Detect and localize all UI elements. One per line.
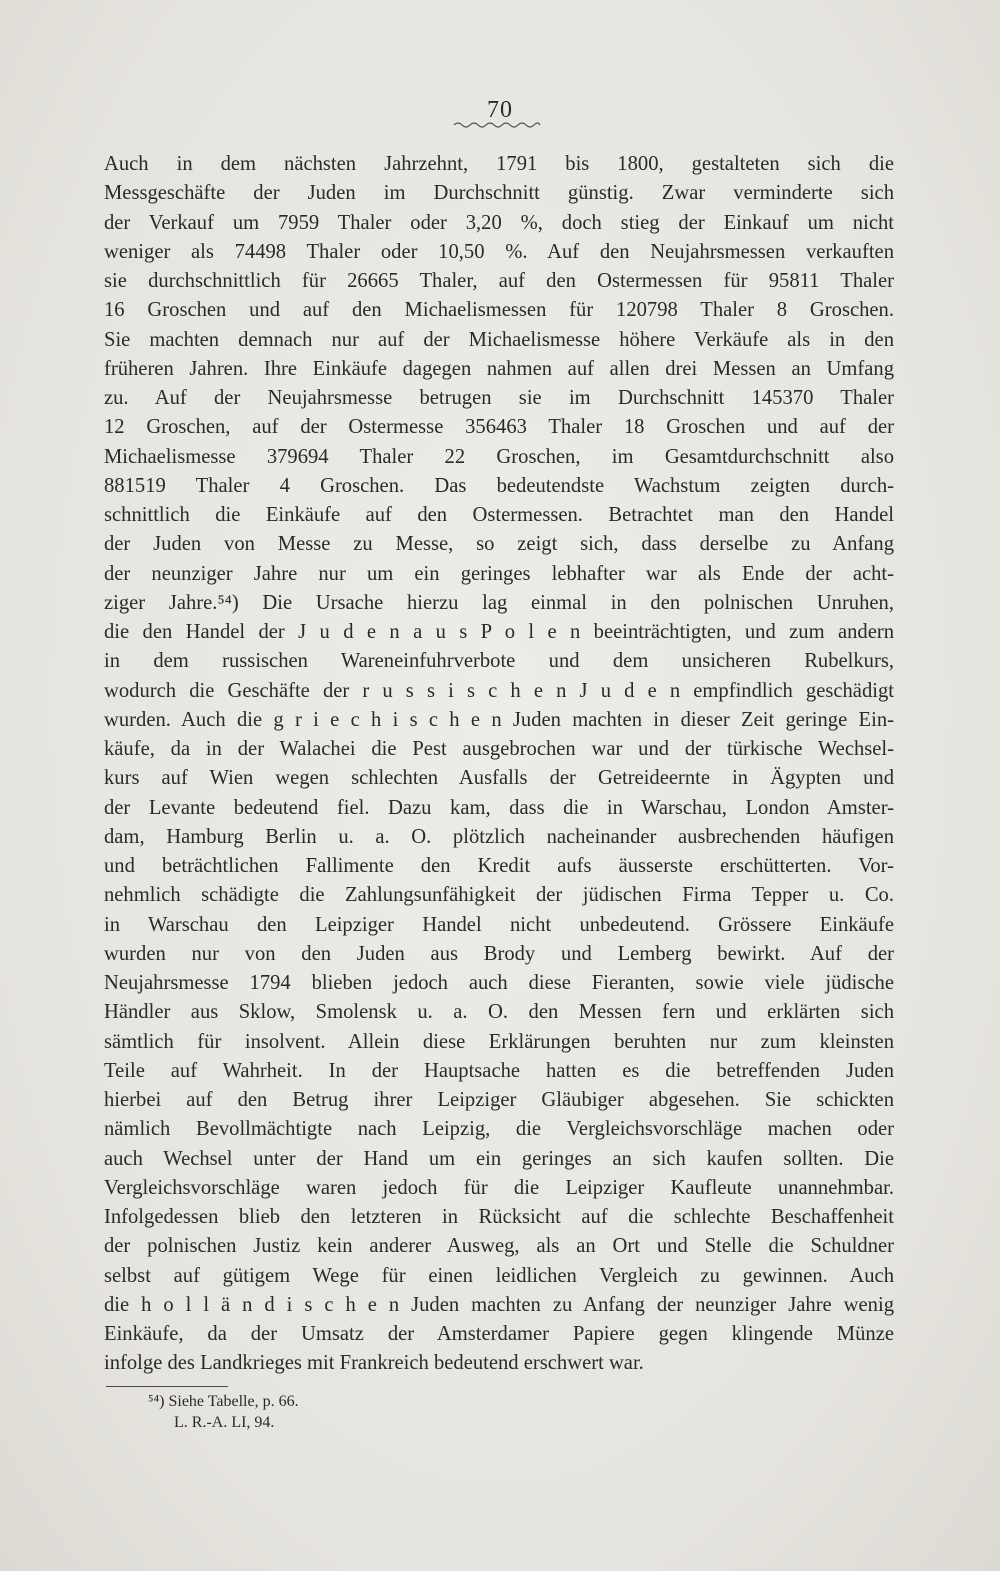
body-text bbox=[104, 150, 894, 1379]
footnote-text-1: Siehe Tabelle, p. 66. bbox=[168, 1393, 299, 1410]
text-line: in Warschau den Leipziger Handel nicht unbedeutend. Grössere Einkäufe bbox=[104, 913, 894, 936]
text-line: Neujahrsmesse 1794 blieben jedoch auch diese Fieranten, sowie viele jüdische bbox=[104, 972, 894, 994]
text-line: wurden nur von den Juden aus Brody und Lemberg bewirkt. Auf der bbox=[104, 942, 894, 965]
text-line: 12 Groschen, auf der Ostermesse 356463 Thaler 18 Groschen und auf der bbox=[104, 416, 894, 439]
text-line: Teile auf Wahrheit. In der Hauptsache hatten es die betreffenden Juden bbox=[104, 1059, 894, 1082]
footnote-divider bbox=[106, 1386, 228, 1387]
text-line: ziger Jahre.⁵⁴) Die Ursache hierzu lag einmal in den polnischen Unruhen, bbox=[104, 591, 894, 614]
text-line: dam, Hamburg Berlin u. a. O. plötzlich nacheinander ausbrechenden häufigen bbox=[104, 825, 894, 848]
text-line: in dem russischen Wareneinfuhrverbote und dem unsicheren Rubelkurs, bbox=[104, 650, 894, 673]
text-line: 881519 Thaler 4 Groschen. Das bedeutendste Wachstum zeigten durch- bbox=[104, 474, 894, 497]
text-line: 16 Groschen und auf den Michaelismessen für 120798 Thaler 8 Groschen. bbox=[104, 299, 894, 322]
text-line: zu. Auf der Neujahrsmesse betrugen sie im Durchschnitt 145370 Thaler bbox=[104, 387, 894, 409]
text-line: sie durchschnittlich für 26665 Thaler, auf den Ostermessen für 95811 Thaler bbox=[104, 270, 894, 292]
text-line: Händler aus Sklow, Smolensk u. a. O. den Messen fern und erklärten sich bbox=[104, 1001, 894, 1024]
ornament-rule bbox=[452, 118, 542, 132]
text-line: selbst auf gütigem Wege für einen leidlichen Vergleich zu gewinnen. Auch bbox=[104, 1264, 894, 1287]
text-line: und beträchtlichen Fallimente den Kredit aufs äusserste erschütterten. Vor- bbox=[104, 855, 894, 877]
text-line: der polnischen Justiz kein anderer Ausweg, als an Ort und Stelle die Schuldner bbox=[104, 1235, 894, 1258]
text-line: Einkäufe, da der Umsatz der Amsterdamer Papiere gegen klingende Münze bbox=[104, 1323, 894, 1345]
text-line: der Verkauf um 7959 Thaler oder 3,20 %, doch stieg der Einkauf um nicht bbox=[104, 211, 894, 234]
text-line: Auch in dem nächsten Jahrzehnt, 1791 bis 1800, gestalteten sich die bbox=[104, 153, 894, 175]
text-line: weniger als 74498 Thaler oder 10,50 %. Auf den Neujahrsmessen verkauften bbox=[104, 240, 894, 263]
text-line: der neunziger Jahre nur um ein geringes lebhafter war als Ende der acht- bbox=[104, 562, 894, 585]
text-line: Messgeschäfte der Juden im Durchschnitt günstig. Zwar verminderte sich bbox=[104, 182, 894, 205]
footnote-line-1 bbox=[148, 1391, 299, 1412]
footnote bbox=[148, 1391, 299, 1433]
text-line: Sie machten demnach nur auf der Michaelismesse höhere Verkäufe als in den bbox=[104, 328, 894, 351]
page-number: 70 bbox=[487, 97, 513, 123]
text-line: nämlich Bevollmächtigte nach Leipzig, die Vergleichsvorschläge machen oder bbox=[104, 1118, 894, 1141]
text-line: schnittlich die Einkäufe auf den Ostermessen. Betrachtet man den Handel bbox=[104, 504, 894, 526]
text-line: infolge des Landkrieges mit Frankreich bedeutend erschwert war. bbox=[104, 1352, 644, 1375]
text-line: auch Wechsel unter der Hand um ein geringes an sich kaufen sollten. Die bbox=[104, 1147, 894, 1170]
text-line: der Juden von Messe zu Messe, so zeigt sich, dass derselbe zu Anfang bbox=[104, 533, 894, 556]
text-line: käufe, da in der Walachei die Pest ausgebrochen war und der türkische Wechsel- bbox=[104, 738, 894, 760]
text-line: kurs auf Wien wegen schlechten Ausfalls der Getreideernte in Ägypten und bbox=[104, 767, 894, 790]
text-line: Michaelismesse 379694 Thaler 22 Groschen, im Gesamtdurchschnitt also bbox=[104, 445, 894, 468]
text-line: wodurch die Geschäfte der r u s s i s c h e n J u d e n empfindlich geschädigt bbox=[104, 679, 894, 702]
text-line: hierbei auf den Betrug ihrer Leipziger Gläubiger abgesehen. Sie schickten bbox=[104, 1089, 894, 1111]
text-line: die h o l l ä n d i s c h e n Juden machten zu Anfang der neunziger Jahre wenig bbox=[104, 1293, 894, 1316]
text-line: sämtlich für insolvent. Allein diese Erklärungen beruhten nur zum kleinsten bbox=[104, 1030, 894, 1053]
text-line: Vergleichsvorschläge waren jedoch für die Leipziger Kaufleute unannehmbar. bbox=[104, 1176, 894, 1199]
text-line: nehmlich schädigte die Zahlungsunfähigkeit der jüdischen Firma Tepper u. Co. bbox=[104, 884, 894, 907]
text-line: die den Handel der J u d e n a u s P o l e n beeinträchtigten, und zum andern bbox=[104, 621, 894, 643]
text-line: der Levante bedeutend fiel. Dazu kam, dass die in Warschau, London Amster- bbox=[104, 796, 894, 819]
text-line: früheren Jahren. Ihre Einkäufe dagegen nahmen auf allen drei Messen an Umfang bbox=[104, 357, 894, 380]
text-line: wurden. Auch die g r i e c h i s c h e n Juden machten in dieser Zeit geringe Ein- bbox=[104, 708, 894, 731]
text-line: Infolgedessen blieb den letzteren in Rücksicht auf die schlechte Beschaffenheit bbox=[104, 1206, 894, 1228]
footnote-text-2: L. R.-A. LI, 94. bbox=[174, 1414, 275, 1431]
footnote-marker: ⁵⁴) bbox=[148, 1393, 165, 1410]
